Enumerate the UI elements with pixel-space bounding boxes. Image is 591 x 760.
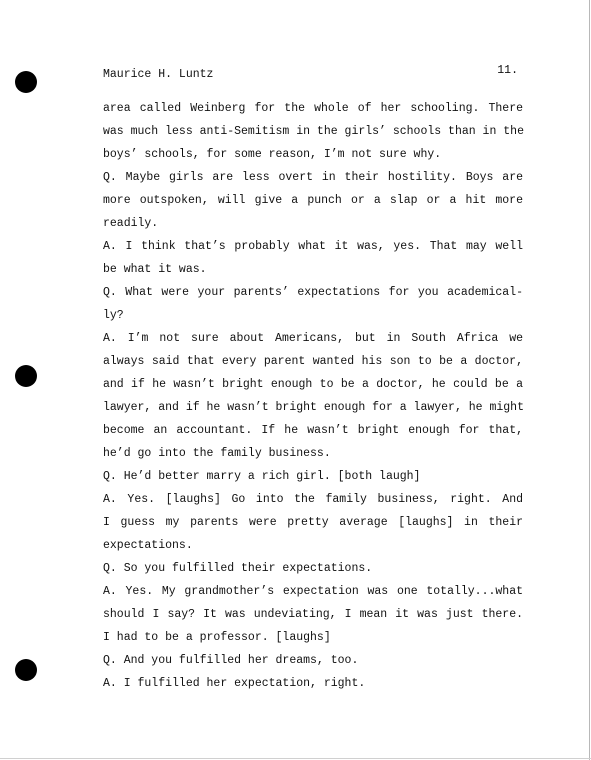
transcript-line: and if he wasn’t bright enough to be a doctor, he could be a [103, 378, 523, 391]
transcript-line: expectations. [103, 539, 193, 552]
binder-hole-middle [15, 365, 37, 387]
binder-hole-bottom [15, 659, 37, 681]
transcript-line: become an accountant. If he wasn’t bright enough for that, [103, 424, 523, 437]
transcript-line: he’d go into the family business. [103, 447, 331, 460]
transcript-line: A. Yes. My grandmother’s expectation was one totally...what [103, 585, 523, 598]
transcript-line: Q. Maybe girls are less overt in their hostility. Boys are [103, 171, 523, 184]
transcript-line: Q. And you fulfilled her dreams, too. [103, 654, 359, 667]
page-header [103, 66, 518, 84]
transcript-line: A. I’m not sure about Americans, but in South Africa we [103, 332, 523, 345]
interviewee-name: Maurice H. Luntz [103, 68, 214, 81]
transcript-line: ly? [103, 309, 124, 322]
transcript-line: I guess my parents were pretty average [laughs] in their [103, 516, 523, 529]
transcript-line: readily. [103, 217, 159, 230]
transcript-line: boys’ schools, for some reason, I’m not sure why. [103, 148, 442, 161]
transcript-line: A. I think that’s probably what it was, yes. That may well [103, 240, 523, 253]
transcript-line: be what it was. [103, 263, 207, 276]
page-edge-right [589, 0, 590, 760]
transcript-line: lawyer, and if he wasn’t bright enough for a lawyer, he might [103, 401, 524, 414]
page-edge-bottom [0, 758, 591, 759]
transcript-line: I had to be a professor. [laughs] [103, 631, 331, 644]
transcript-body [103, 97, 523, 695]
binder-hole-top [15, 71, 37, 93]
transcript-line: Q. He’d better marry a rich girl. [both laugh] [103, 470, 421, 483]
page-number: 11. [497, 64, 518, 77]
transcript-line: A. Yes. [laughs] Go into the family business, right. And [103, 493, 523, 506]
transcript-line: more outspoken, will give a punch or a slap or a hit more [103, 194, 523, 207]
transcript-line: should I say? It was undeviating, I mean it was just there. [103, 608, 523, 621]
transcript-line: Q. What were your parents’ expectations for you academical- [103, 286, 523, 299]
transcript-line: was much less anti-Semitism in the girls’ schools than in the [103, 125, 524, 138]
transcript-line: Q. So you fulfilled their expectations. [103, 562, 373, 575]
transcript-line: area called Weinberg for the whole of her schooling. There [103, 102, 523, 115]
transcript-line: always said that every parent wanted his son to be a doctor, [103, 355, 523, 368]
transcript-line: A. I fulfilled her expectation, right. [103, 677, 366, 690]
